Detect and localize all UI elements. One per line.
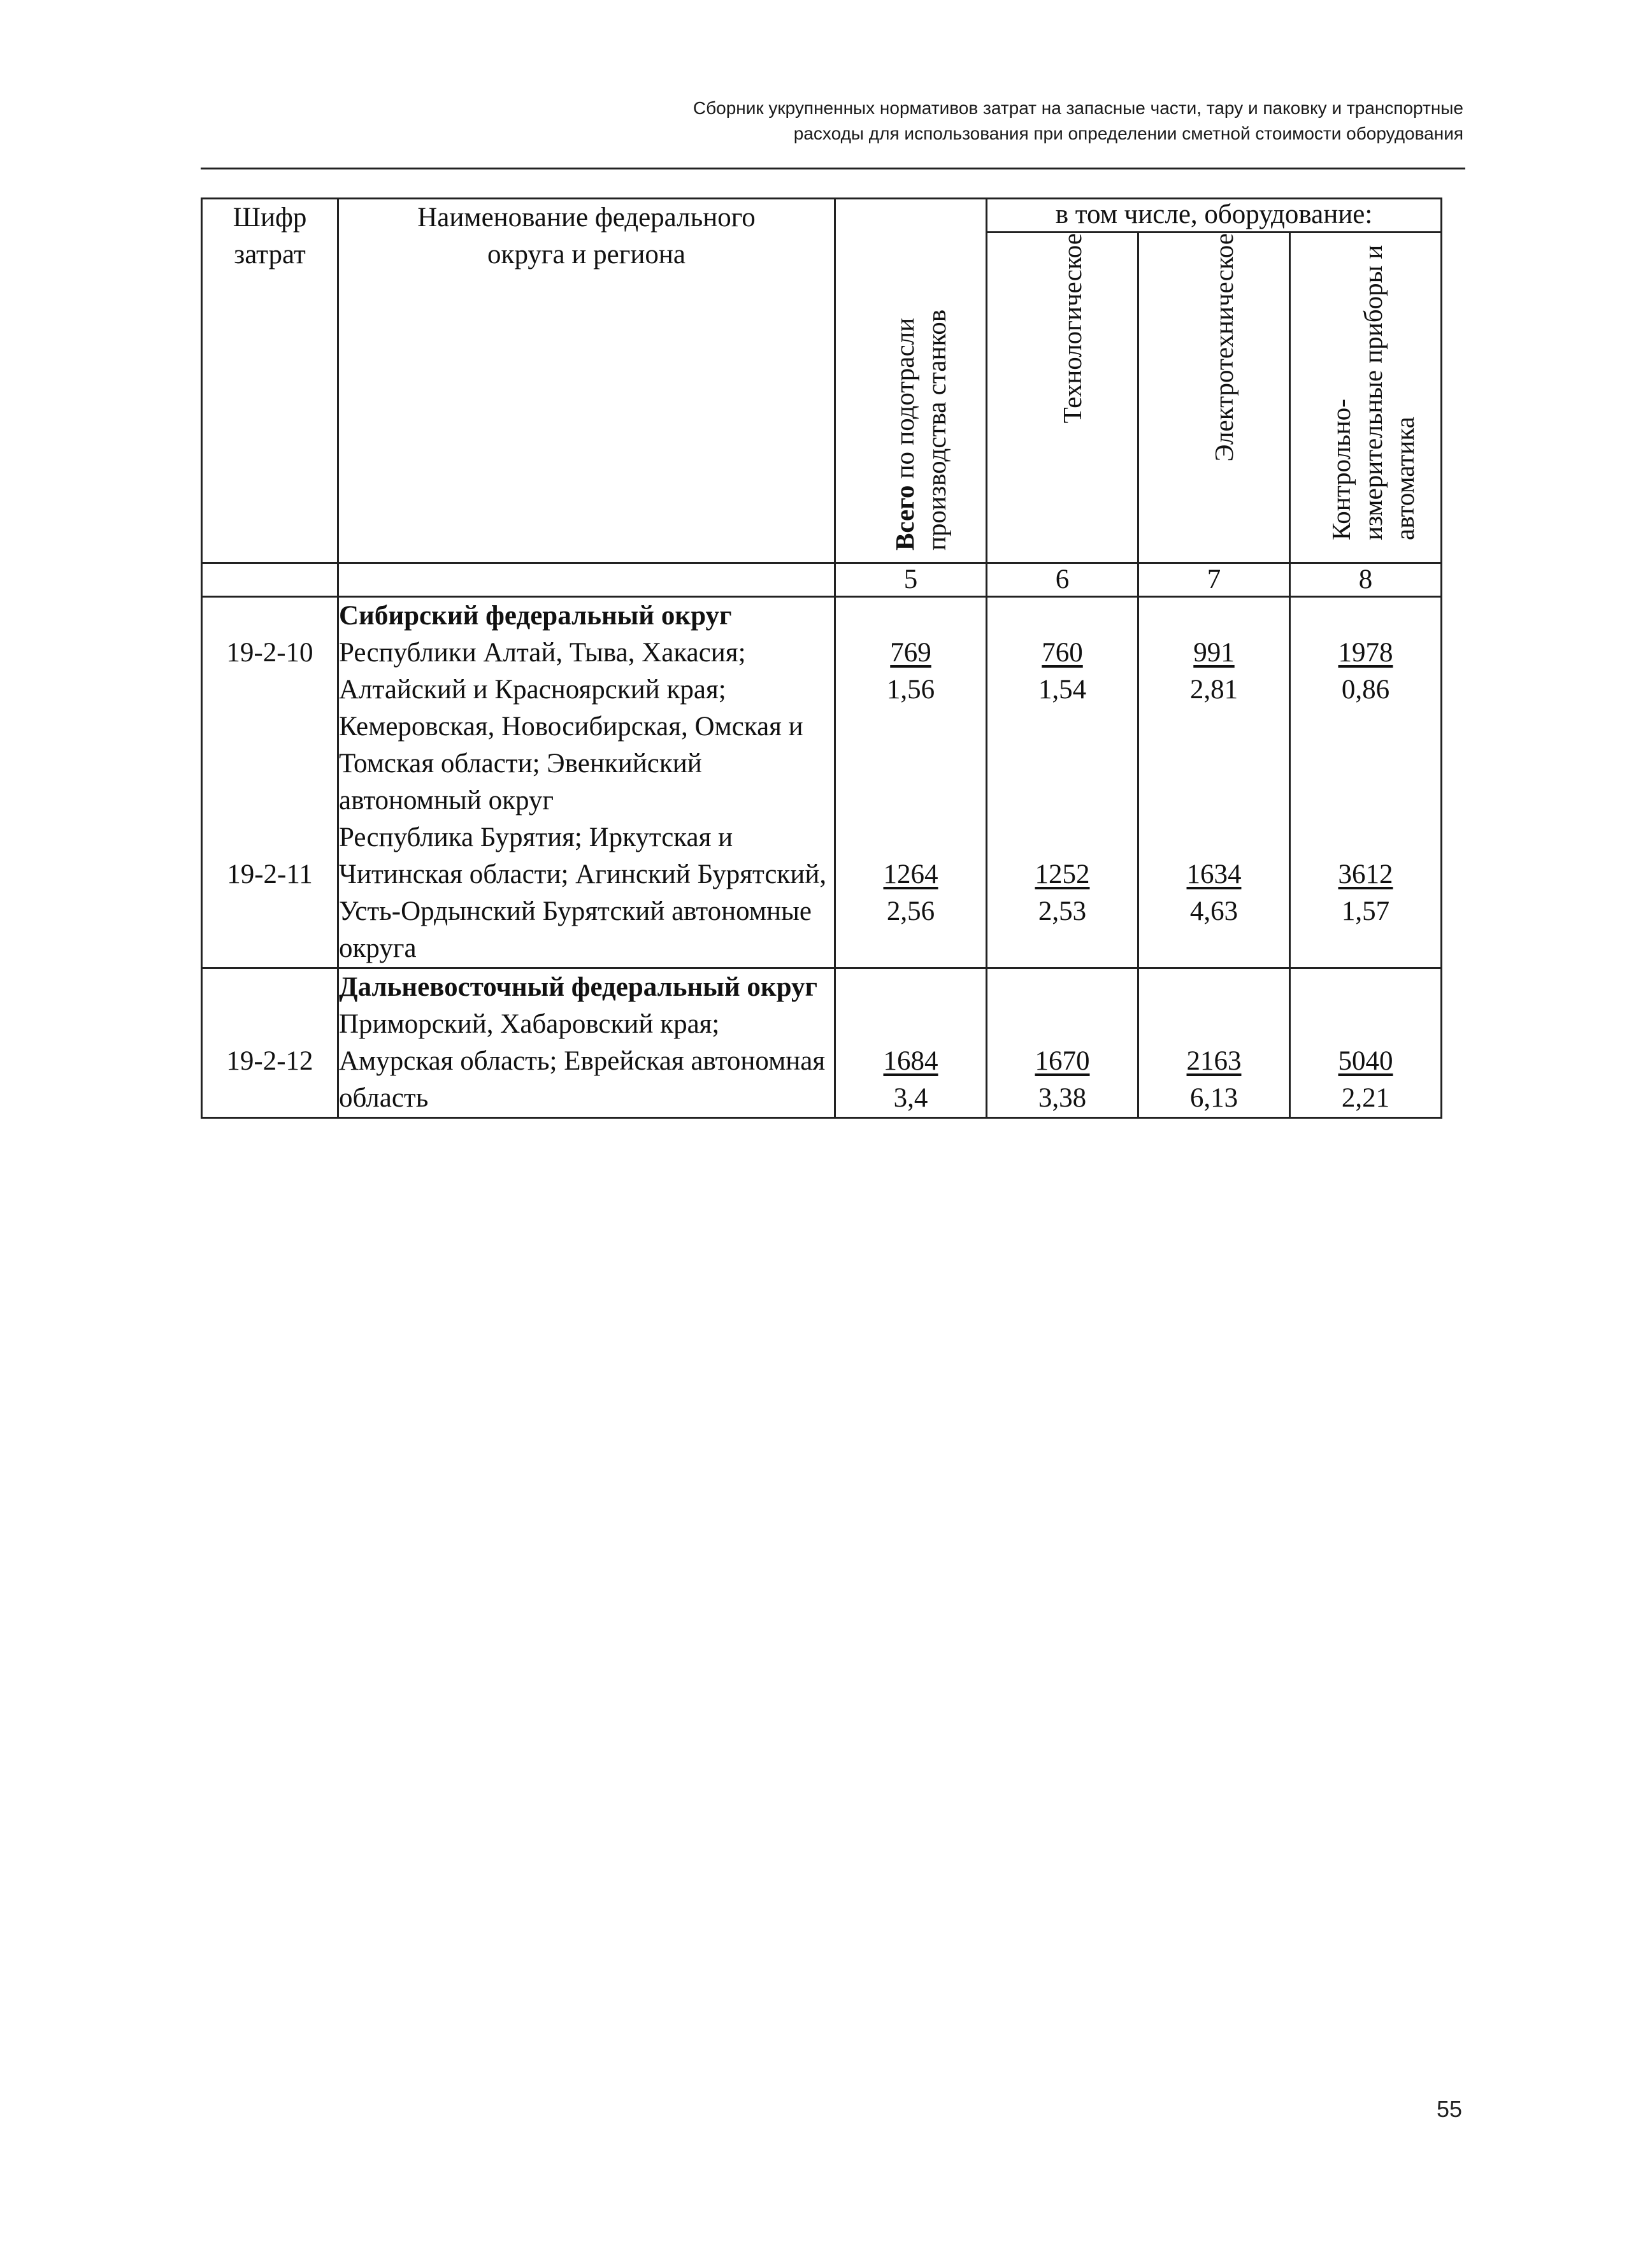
header-code-line-1: Шифр <box>233 203 307 233</box>
section-far-eastern-electro <box>1138 968 1290 1118</box>
value-bottom: 2,56 <box>886 896 935 926</box>
value-top: 1684 <box>883 1046 938 1076</box>
column-number-empty-1 <box>202 563 338 597</box>
value-top: 2163 <box>1186 1046 1242 1076</box>
value-top: 769 <box>890 638 931 668</box>
header-name-line-2: округа и региона <box>487 240 685 269</box>
row-name: Республики Алтай, Тыва, Хакасия; Алтайский и Красноярский края; Кемеровская, Новосибирская, Омская и Томская области; Эвенкийский автономный округ <box>339 638 803 815</box>
column-number-row <box>202 563 1442 597</box>
row-code: 19-2-12 <box>226 1046 313 1076</box>
value-bottom: 0,86 <box>1341 675 1390 705</box>
header-tech <box>987 233 1138 563</box>
header-name <box>338 199 835 563</box>
section-far-eastern-control <box>1290 968 1442 1118</box>
value-top: 1252 <box>1035 859 1090 889</box>
header-electro <box>1138 233 1290 563</box>
header-name-line-1: Наименование федерального <box>417 203 756 233</box>
value-top: 1978 <box>1338 638 1393 668</box>
column-number-7: 7 <box>1138 563 1290 597</box>
section-siberian-tech <box>987 597 1138 968</box>
section-far-eastern-names <box>338 968 835 1118</box>
header-code-line-2: затрат <box>234 240 306 269</box>
section-far-eastern-codes <box>202 968 338 1118</box>
header-total-rest: по подотрасли производства станков <box>889 309 951 550</box>
value-top: 5040 <box>1338 1046 1393 1076</box>
row-code: 19-2-11 <box>227 859 313 889</box>
section-title: Дальневосточный федеральный округ <box>339 972 818 1002</box>
column-number-5: 5 <box>835 563 987 597</box>
section-siberian-names <box>338 597 835 968</box>
section-siberian-codes <box>202 597 338 968</box>
header-total-bold: Всего <box>889 485 919 550</box>
value-bottom: 2,81 <box>1189 675 1238 705</box>
norms-table <box>201 197 1442 1119</box>
header-tech-label: Технологическое <box>1057 233 1087 424</box>
column-number-6: 6 <box>987 563 1138 597</box>
value-bottom: 1,54 <box>1038 675 1087 705</box>
row-name: Республика Бурятия; Иркутская и Читинская области; Агинский Бурятский, Усть-Ордынский Бурятский автономные округа <box>339 822 827 963</box>
section-far-eastern-total <box>835 968 987 1118</box>
header-rule <box>201 168 1465 169</box>
value-top: 991 <box>1193 638 1235 668</box>
value-bottom: 1,56 <box>886 675 935 705</box>
value-bottom: 2,21 <box>1341 1083 1390 1113</box>
value-bottom: 2,53 <box>1038 896 1087 926</box>
header-group: в том числе, оборудование: <box>987 199 1442 233</box>
section-siberian <box>202 597 1442 968</box>
header-control-label: Контрольно-измерительные приборы и автоматика <box>1326 245 1419 540</box>
value-bottom: 4,63 <box>1189 896 1238 926</box>
header-control <box>1290 233 1442 563</box>
page-number: 55 <box>1436 2096 1462 2122</box>
value-top: 1670 <box>1035 1046 1090 1076</box>
value-top: 3612 <box>1338 859 1393 889</box>
section-siberian-control <box>1290 597 1442 968</box>
header-total <box>835 199 987 563</box>
value-bottom: 1,57 <box>1341 896 1390 926</box>
value-bottom: 6,13 <box>1189 1083 1238 1113</box>
value-top: 760 <box>1042 638 1083 668</box>
running-head-line-1: Сборник укрупненных нормативов затрат на запасные части, тару и паковку и транспортные <box>693 98 1463 118</box>
header-code <box>202 199 338 563</box>
section-siberian-electro <box>1138 597 1290 968</box>
value-bottom: 3,38 <box>1038 1083 1087 1113</box>
row-name: Приморский, Хабаровский края; Амурская область; Еврейская автономная область <box>339 1009 826 1113</box>
section-siberian-total <box>835 597 987 968</box>
value-bottom: 3,4 <box>893 1083 928 1113</box>
section-far-eastern <box>202 968 1442 1118</box>
value-top: 1634 <box>1186 859 1242 889</box>
value-top: 1264 <box>883 859 938 889</box>
running-head-line-2: расходы для использования при определении сметной стоимости оборудования <box>793 124 1463 143</box>
section-title: Сибирский федеральный округ <box>339 601 732 631</box>
header-electro-label: Электротехническое <box>1209 233 1238 462</box>
section-far-eastern-tech <box>987 968 1138 1118</box>
column-number-8: 8 <box>1290 563 1442 597</box>
column-number-empty-2 <box>338 563 835 597</box>
row-code: 19-2-10 <box>226 638 313 668</box>
header-row-1 <box>202 199 1442 233</box>
running-head <box>189 96 1463 147</box>
